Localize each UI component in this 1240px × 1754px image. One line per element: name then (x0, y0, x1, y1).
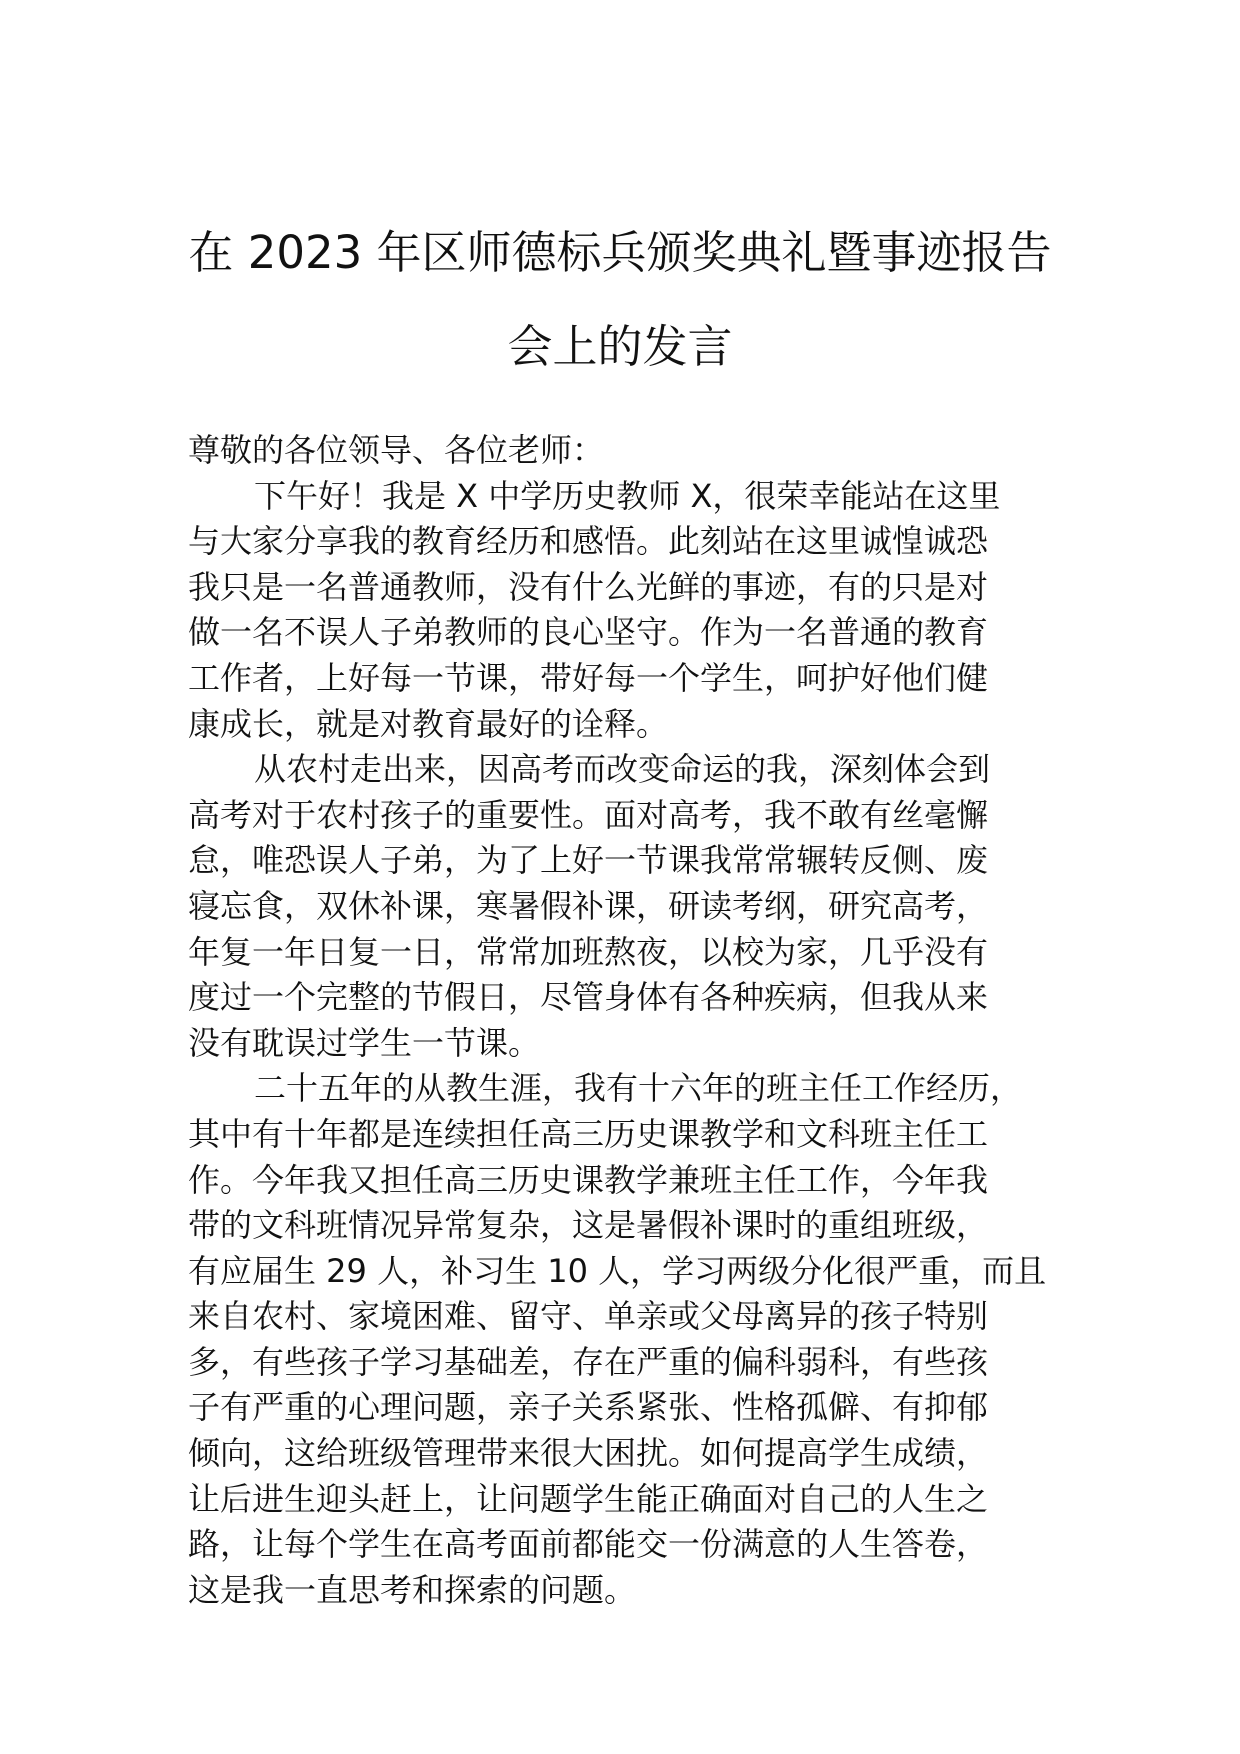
paragraph-line: 二十五年的从教生涯，我有十六年的班主任工作经历， (254, 1069, 1023, 1108)
paragraph-line: 年复一年日复一日，常常加班熬夜，以校为家，几乎没有 (188, 932, 989, 971)
title-line-2: 会上的发言 (507, 320, 733, 373)
paragraph-line: 与大家分享我的教育经历和感悟。此刻站在这里诚惶诚恐 (188, 522, 989, 561)
paragraph-line: 这是我一直思考和探索的问题。 (188, 1570, 637, 1609)
paragraph-line: 子有严重的心理问题，亲子关系紧张、性格孤僻、有抑郁 (188, 1388, 989, 1427)
paragraph-line: 我只是一名普通教师，没有什么光鲜的事迹，有的只是对 (188, 567, 989, 606)
paragraph-line: 工作者，上好每一节课，带好每一个学生，呵护好他们健 (188, 658, 989, 697)
paragraph-line: 从农村走出来，因高考而改变命运的我，深刻体会到 (254, 750, 991, 789)
paragraph-line: 来自农村、家境困难、留守、单亲或父母离异的孩子特别 (188, 1297, 989, 1336)
paragraph-line: 下午好！我是 X 中学历史教师 X，很荣幸能站在这里 (254, 476, 1001, 515)
paragraph-line: 寝忘食，双休补课，寒暑假补课，研读考纲，研究高考， (188, 886, 989, 925)
paragraph-1 (188, 474, 1068, 748)
paragraph-line: 怠，唯恐误人子弟，为了上好一节课我常常辗转反侧、废 (188, 841, 989, 880)
paragraph-line: 其中有十年都是连续担任高三历史课教学和文科班主任工 (188, 1114, 989, 1153)
document-body (188, 428, 1068, 1613)
paragraph-line: 作。今年我又担任高三历史课教学兼班主任工作，今年我 (188, 1160, 989, 1199)
paragraph-line: 做一名不误人子弟教师的良心坚守。作为一名普通的教育 (188, 613, 989, 652)
paragraph-line: 有应届生 29 人，补习生 10 人，学习两级分化很严重，而且 (188, 1251, 1047, 1290)
paragraph-line: 带的文科班情况异常复杂，这是暑假补课时的重组班级， (188, 1206, 989, 1245)
paragraph-line: 路，让每个学生在高考面前都能交一份满意的人生答卷， (188, 1525, 989, 1564)
paragraph-line: 高考对于农村孩子的重要性。面对高考，我不敢有丝毫懈 (188, 795, 989, 834)
paragraph-line: 没有耽误过学生一节课。 (188, 1023, 541, 1062)
title-line-1: 在 2023 年区师德标兵颁奖典礼暨事迹报告 (188, 226, 1052, 279)
paragraph-line: 康成长，就是对教育最好的诠释。 (188, 704, 669, 743)
paragraph-2 (188, 747, 1068, 1066)
paragraph-line: 多，有些孩子学习基础差，存在严重的偏科弱科，有些孩 (188, 1342, 989, 1381)
paragraph-line: 度过一个完整的节假日，尽管身体有各种疾病，但我从来 (188, 978, 989, 1017)
document-title (150, 206, 1090, 394)
paragraph-line: 让后进生迎头赶上，让问题学生能正确面对自己的人生之 (188, 1479, 989, 1518)
salutation: 尊敬的各位领导、各位老师： (188, 431, 605, 469)
paragraph-line: 倾向，这给班级管理带来很大困扰。如何提高学生成绩， (188, 1434, 989, 1473)
paragraph-3 (188, 1066, 1068, 1613)
